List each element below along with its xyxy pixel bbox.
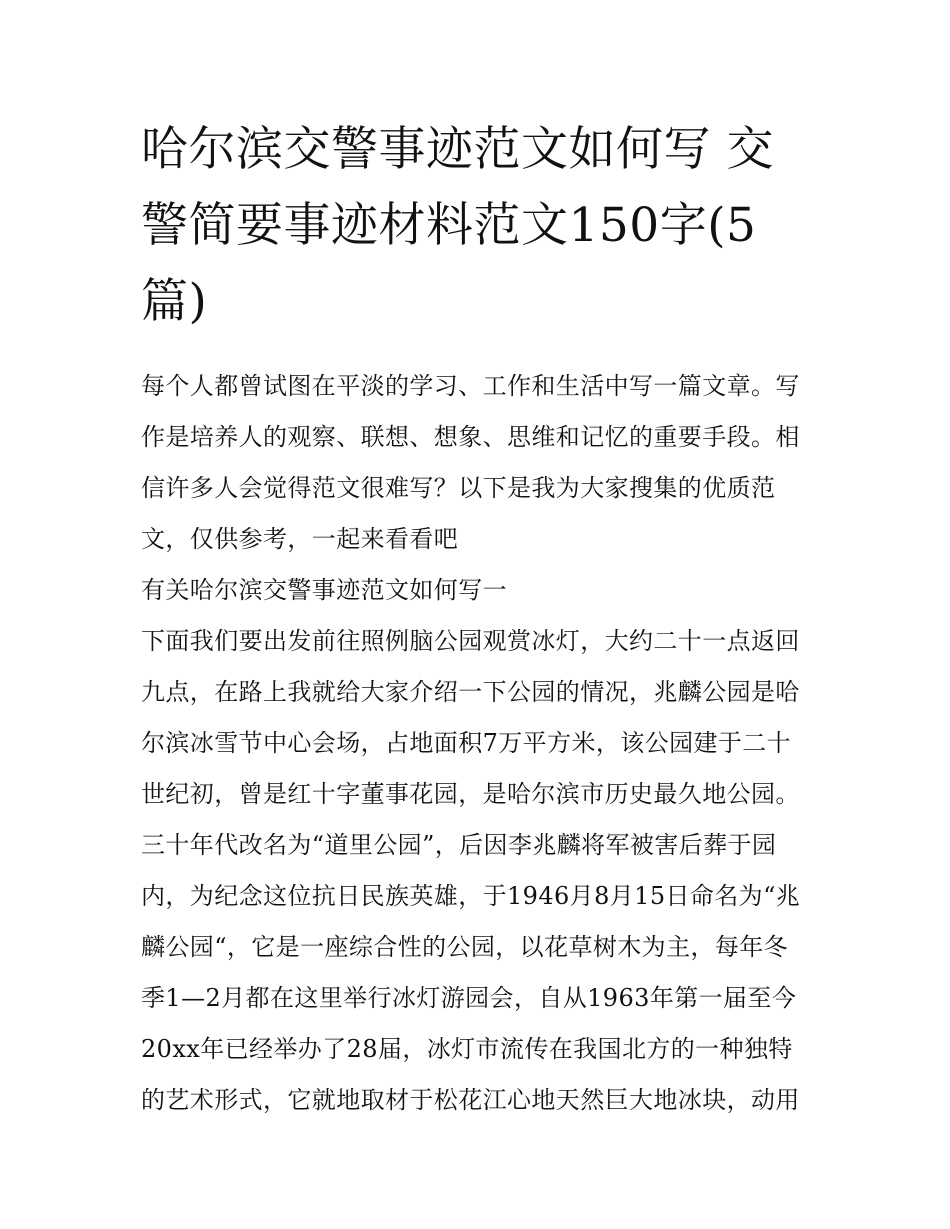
- text-line: 文，仅供参考，一起来看看吧: [141, 525, 459, 553]
- text-line: 内，为纪念这位抗日民族英雄，于1946月8月15日命名为“兆: [141, 882, 801, 910]
- body-paragraph: [141, 616, 831, 1126]
- text-line: 每个人都曾试图在平淡的学习、工作和生活中写一篇文章。写: [141, 372, 800, 400]
- document-body: [141, 361, 831, 1126]
- title-line: 哈尔滨交警事迹范文如何写 交: [141, 122, 774, 177]
- text-line: 信许多人会觉得范文很难写？以下是我为大家搜集的优质范: [141, 474, 776, 502]
- text-line: 尔滨冰雪节中心会场，占地面积7万平方米，该公园建于二十: [141, 729, 792, 757]
- document-title: [141, 112, 821, 340]
- text-line: 20xx年已经举办了28届，冰灯市流传在我国北方的一种独特: [141, 1035, 793, 1063]
- intro-paragraph: [141, 361, 831, 565]
- text-line: 三十年代改名为“道里公园”，后因李兆麟将军被害后葬于园: [141, 831, 777, 859]
- text-line: 下面我们要出发前往照例脑公园观赏冰灯，大约二十一点返回: [141, 627, 800, 655]
- text-line: 九点，在路上我就给大家介绍一下公园的情况，兆麟公园是哈: [141, 678, 800, 706]
- text-line: 作是培养人的观察、联想、想象、思维和记忆的重要手段。相: [141, 423, 800, 451]
- text-line: 世纪初，曾是红十字董事花园，是哈尔滨市历史最久地公园。: [141, 780, 800, 808]
- text-line: 的艺术形式，它就地取材于松花江心地天然巨大地冰块，动用: [141, 1086, 800, 1114]
- title-line: 警简要事迹材料范文150字(5: [141, 198, 757, 253]
- text-line: 麟公园“，它是一座综合性的公园，以花草树木为主，每年冬: [141, 933, 789, 961]
- title-line: 篇): [141, 274, 208, 329]
- section-heading: 有关哈尔滨交警事迹范文如何写一: [141, 576, 507, 604]
- text-line: 季1—2月都在这里举行冰灯游园会，自从1963年第一届至今: [141, 984, 797, 1012]
